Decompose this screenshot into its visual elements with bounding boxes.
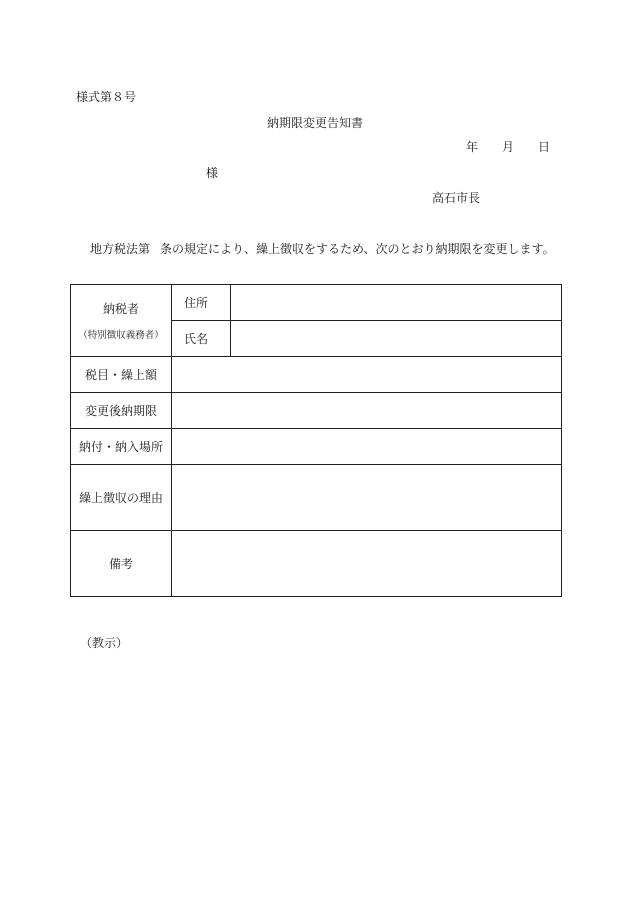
table-row bbox=[71, 357, 562, 393]
remarks-label: 備考 bbox=[71, 531, 172, 597]
taxpayer-sublabel: （特別徴収義務者） bbox=[78, 330, 164, 341]
name-value-cell[interactable] bbox=[231, 321, 562, 357]
new-deadline-label: 変更後納期限 bbox=[71, 393, 172, 429]
form-number: 様式第８号 bbox=[76, 90, 137, 104]
issuer: 高石市長 bbox=[432, 191, 481, 205]
date-line bbox=[466, 138, 550, 155]
taxpayer-label: 納税者 bbox=[102, 302, 139, 316]
name-label: 氏名 bbox=[172, 321, 231, 357]
remarks-value-cell[interactable] bbox=[172, 531, 562, 597]
reason-label: 繰上徴収の理由 bbox=[71, 465, 172, 531]
table-row bbox=[71, 465, 562, 531]
info-table bbox=[70, 284, 562, 597]
address-label: 住所 bbox=[172, 285, 231, 321]
statement-part1: 地方税法第 bbox=[90, 242, 151, 256]
notice-label: （教示） bbox=[80, 636, 129, 650]
addressee-suffix: 様 bbox=[206, 166, 219, 180]
address-value-cell[interactable] bbox=[231, 285, 562, 321]
date-month: 月 bbox=[502, 140, 515, 154]
payment-place-value-cell[interactable] bbox=[172, 429, 562, 465]
document-title: 納期限変更告知書 bbox=[267, 116, 364, 130]
table-row bbox=[71, 429, 562, 465]
tax-item-value-cell[interactable] bbox=[172, 357, 562, 393]
table-row bbox=[71, 393, 562, 429]
tax-item-label: 税目・繰上額 bbox=[71, 357, 172, 393]
payment-place-label: 納付・納入場所 bbox=[71, 429, 172, 465]
address-row bbox=[71, 285, 562, 321]
date-year: 年 bbox=[466, 140, 479, 154]
reason-value-cell[interactable] bbox=[172, 465, 562, 531]
table-row bbox=[71, 531, 562, 597]
statement bbox=[90, 240, 555, 257]
date-day: 日 bbox=[538, 140, 551, 154]
statement-part2: 条の規定により、繰上徴収をするため、次のとおり納期限を変更します。 bbox=[160, 242, 555, 256]
taxpayer-label-cell bbox=[71, 285, 172, 357]
new-deadline-value-cell[interactable] bbox=[172, 393, 562, 429]
